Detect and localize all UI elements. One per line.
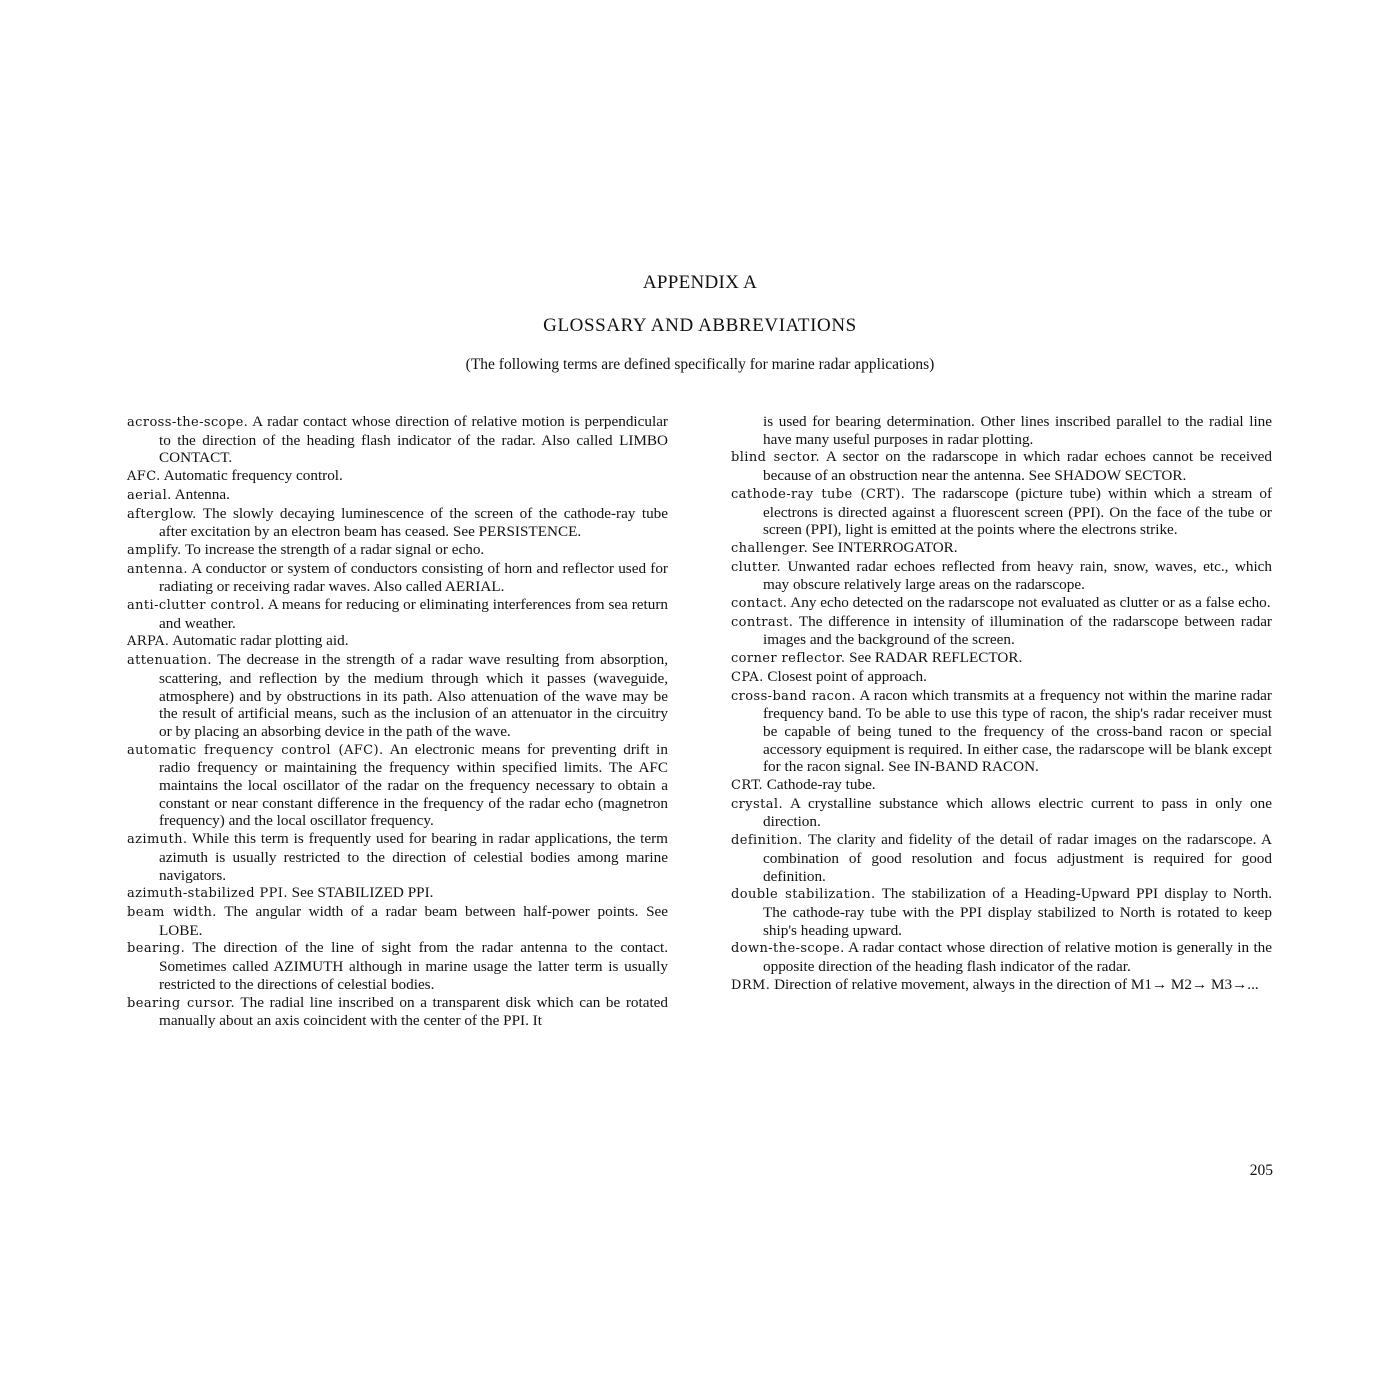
glossary-term: azimuth. [127, 832, 188, 848]
glossary-definition: Any echo detected on the radarscope not evaluated as clutter or as a false echo. [790, 594, 1271, 612]
glossary-subtitle: (The following terms are defined specifically for marine radar applications) [465, 356, 935, 373]
glossary-term: clutter. [731, 559, 782, 575]
page-number: 205 [1249, 1162, 1273, 1179]
glossary-definition: A conductor or system of conductors consisting of horn and reflector used for radiating or receiving radar waves. Also called AERIAL. [159, 559, 668, 596]
glossary-right-column [731, 413, 1272, 995]
glossary-entry [731, 594, 1272, 613]
glossary-definition: A sector on the radarscope in which radar echoes cannot be received because of an obstruction near the antenna. See SHADOW SECTOR. [763, 448, 1272, 485]
glossary-entry [127, 632, 668, 651]
glossary-entry [731, 558, 1272, 594]
glossary-definition: A radar contact whose direction of relative motion is generally in the opposite direction of the heading flash indicator of the radar. [763, 939, 1272, 976]
glossary-definition: Cathode-ray tube. [766, 776, 876, 794]
glossary-entry [127, 830, 668, 884]
glossary-left-column [127, 413, 668, 1030]
glossary-entry [127, 651, 668, 741]
glossary-entry [731, 649, 1272, 668]
glossary-definition: Closest point of approach. [767, 667, 927, 685]
glossary-term: AFC. [127, 469, 161, 485]
glossary-entry [731, 448, 1272, 484]
glossary-entry [127, 413, 668, 467]
glossary-term: CPA. [731, 669, 764, 685]
glossary-term: definition. [731, 833, 803, 849]
glossary-term: cathode-ray tube (CRT). [731, 486, 906, 502]
glossary-term: corner reflector. [731, 651, 846, 667]
glossary-entry [731, 687, 1272, 777]
glossary-definition: Automatic frequency control. [163, 467, 343, 485]
glossary-entry [731, 831, 1272, 885]
glossary-entry [127, 903, 668, 939]
glossary-definition: An electronic means for preventing drift in radio frequency or maintaining the frequency within specified limits. The AFC maintains the local oscillator of the radar on the frequency necessary to obtain a constant or near constant difference in the frequency of the radar echo (magnetron frequency) and the local oscillator frequency. [159, 740, 668, 830]
glossary-definition: A racon which transmits at a frequency not within the marine radar frequency band. To be able to use this type of racon, the ship's radar receiver must be capable of being tuned to the frequency of the cross-band racon or special accessory equipment is required. In either case, the radarscope will be blank except for the racon signal. See IN-BAND RACON. [763, 686, 1272, 776]
glossary-definition: The direction of the line of sight from the radar antenna to the contact. Sometimes called AZIMUTH although in marine usage the latter term is usually restricted to the directions of celestial bodies. [159, 939, 668, 993]
glossary-definition: The slowly decaying luminescence of the screen of the cathode-ray tube after excitation by an electron beam has ceased. See PERSISTENCE. [159, 504, 668, 541]
glossary-entry [731, 613, 1272, 649]
glossary-entry [731, 976, 1272, 995]
glossary-entry [127, 467, 668, 486]
glossary-entry [127, 505, 668, 541]
glossary-entry [731, 939, 1272, 975]
glossary-entry [731, 668, 1272, 687]
glossary-term: bearing. [127, 941, 186, 957]
glossary-term: beam width. [127, 904, 217, 920]
glossary-definition: A crystalline substance which allows electric current to pass in only one direction. [763, 794, 1272, 831]
glossary-term: afterglow. [127, 506, 197, 522]
glossary-term: blind sector. [731, 450, 821, 466]
glossary-term: down-the-scope. [731, 941, 845, 957]
glossary-term: across-the-scope. [127, 415, 249, 430]
glossary-definition: To increase the strength of a radar signal or echo. [185, 540, 485, 558]
glossary-definition: The radarscope (picture tube) within which a stream of electrons is directed against a fluorescent screen (PPI). On the face of the tube or screen (PPI), light is emitted at the points where the electrons strike. [763, 484, 1273, 539]
glossary-term: antenna. [127, 561, 188, 577]
glossary-term: CRT. [731, 778, 763, 794]
glossary-definition: See RADAR REFLECTOR. [849, 649, 1023, 667]
glossary-entry-continuation: is used for bearing determination. Other lines inscribed parallel to the radial line have many useful purposes in radar plotting. [763, 413, 1272, 448]
glossary-definition: The difference in intensity of illumination of the radarscope between radar images and the background of the screen. [763, 612, 1272, 649]
glossary-definition: The stabilization of a Heading-Upward PPI display to North. The cathode-ray tube with the PPI display stabilized to North is rotated to keep ship's heading upward. [763, 885, 1273, 939]
glossary-term: aerial. [127, 487, 172, 503]
glossary-entry [127, 560, 668, 596]
glossary-definition: Direction of relative movement, always in the direction of M1→ M2→ M3→... [774, 975, 1259, 993]
glossary-term: cross-band racon. [731, 688, 856, 704]
glossary-term: bearing cursor. [127, 995, 236, 1011]
glossary-definition: While this term is frequently used for bearing in radar applications, the term azimuth is usually restricted to the direction of celestial bodies among marine navigators. [159, 830, 668, 884]
glossary-entry [127, 541, 668, 560]
glossary-term: attenuation. [127, 653, 212, 669]
glossary-term: ARPA. [127, 634, 170, 650]
glossary-entry [127, 939, 668, 993]
glossary-entry [127, 596, 668, 632]
glossary-definition: The clarity and fidelity of the detail of radar images on the radarscope. A combination of good resolution and focus adjustment is required for good definition. [763, 831, 1272, 885]
glossary-definition: See INTERROGATOR. [811, 538, 958, 556]
glossary-term: crystal. [731, 796, 783, 812]
glossary-term: contact. [731, 596, 788, 612]
glossary-term: anti-clutter control. [127, 598, 265, 614]
glossary-term: contrast. [731, 614, 794, 630]
glossary-definition: The decrease in the strength of a radar wave resulting from absorption, scattering, and reflection by the medium through which it passes (waveguide, atmosphere) and by obstructions in its path. Also attenuation of the wave may be the result of artificial means, such as the inclusion of an attenuator in the circuitry or by placing an absorbing device in the path of the wave. [159, 651, 668, 740]
glossary-term: amplify. [127, 542, 182, 558]
glossary-term: azimuth-stabilized PPI. [127, 886, 288, 902]
appendix-title: APPENDIX A [642, 272, 758, 293]
glossary-entry [731, 539, 1272, 558]
glossary-term: automatic frequency control (AFC). [127, 742, 384, 758]
glossary-definition: The angular width of a radar beam between half-power points. See LOBE. [159, 902, 669, 939]
glossary-entry [731, 885, 1272, 939]
glossary-term: challenger. [731, 540, 809, 556]
glossary-definition: The radial line inscribed on a transparent disk which can be rotated manually about an axis coincident with the center of the PPI. It [159, 993, 668, 1030]
glossary-definition: Antenna. [174, 485, 230, 503]
glossary-definition: Unwanted radar echoes reflected from heavy rain, snow, waves, etc., which may obscure relatively large areas on the radarscope. [763, 557, 1272, 594]
glossary-entry [731, 795, 1272, 831]
glossary-entry [127, 994, 668, 1030]
glossary-entry [731, 776, 1272, 795]
glossary-title: GLOSSARY AND ABBREVIATIONS [543, 315, 857, 336]
glossary-entry [731, 485, 1272, 539]
glossary-term: double stabilization. [731, 887, 876, 903]
glossary-term: DRM. [731, 977, 771, 993]
glossary-definition: See STABILIZED PPI. [291, 884, 434, 902]
glossary-definition: A means for reducing or eliminating interferences from sea return and weather. [159, 596, 668, 632]
glossary-entry [127, 486, 668, 505]
glossary-entry [127, 884, 668, 903]
glossary-definition: A radar contact whose direction of relative motion is perpendicular to the direction of the heading flash indicator of the radar. Also called LIMBO CONTACT. [159, 413, 668, 467]
glossary-entry [127, 741, 668, 831]
glossary-definition: Automatic radar plotting aid. [172, 632, 349, 650]
